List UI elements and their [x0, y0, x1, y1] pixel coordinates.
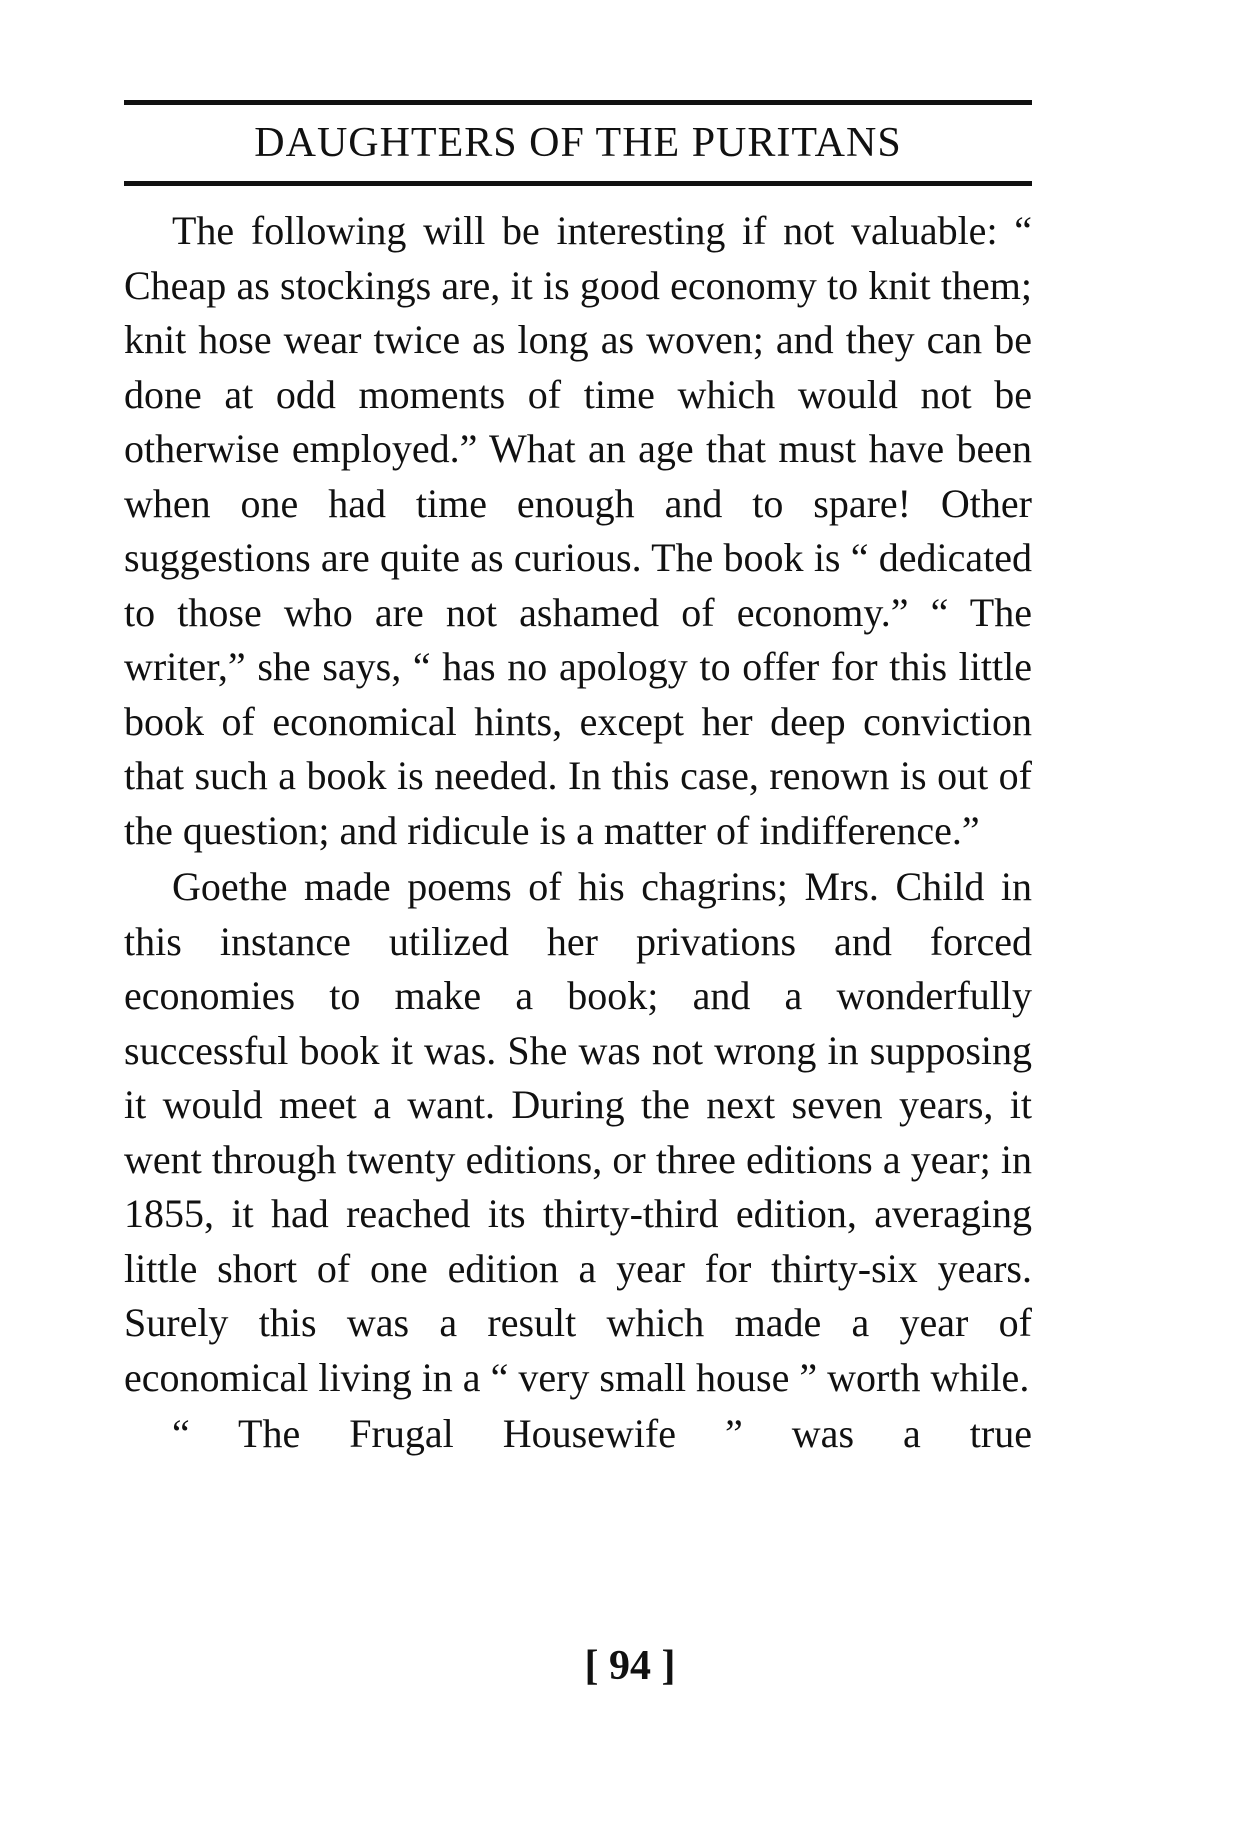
header-bottom-rule — [124, 181, 1032, 186]
paragraph-3: “ The Frugal Housewife ” was a true — [172, 1411, 1032, 1456]
paragraph-1: The following will be interesting if not valuable: “ Cheap as stockings are, it is good economy to knit them; knit hose wear twice as long as woven; and they can be done at odd moments of time which would not be otherwise employed.” What an age that must have been when one had time enough and to spare! Other suggestions are quite as curious. The book is “ dedicated to those who are not ashamed of economy.” “ The writer,” she says, “ has no apology to offer for this little book of economical hints, except her deep conviction that such a book is needed. In this case, renown is out of the question; and ridicule is a matter of indifference.” — [124, 208, 1032, 853]
body-text — [124, 204, 1032, 1462]
page-number: [ 94 ] — [584, 1643, 676, 1689]
running-header-title: DAUGHTERS OF THE PURITANS — [254, 120, 902, 166]
book-page — [124, 100, 1032, 1464]
paragraph-2: Goethe made poems of his chagrins; Mrs. Child in this instance utilized her privations and forced economies to make a book; and a wonderfully successful book it was. She was not wrong in supposing it would meet a want. During the next seven years, it went through twenty editions, or three editions a year; in 1855, it had reached its thirty-third edition, averaging little short of one edition a year for thirty-six years. Surely this was a result which made a year of economical living in a “ very small house ” worth while. — [124, 864, 1032, 1400]
